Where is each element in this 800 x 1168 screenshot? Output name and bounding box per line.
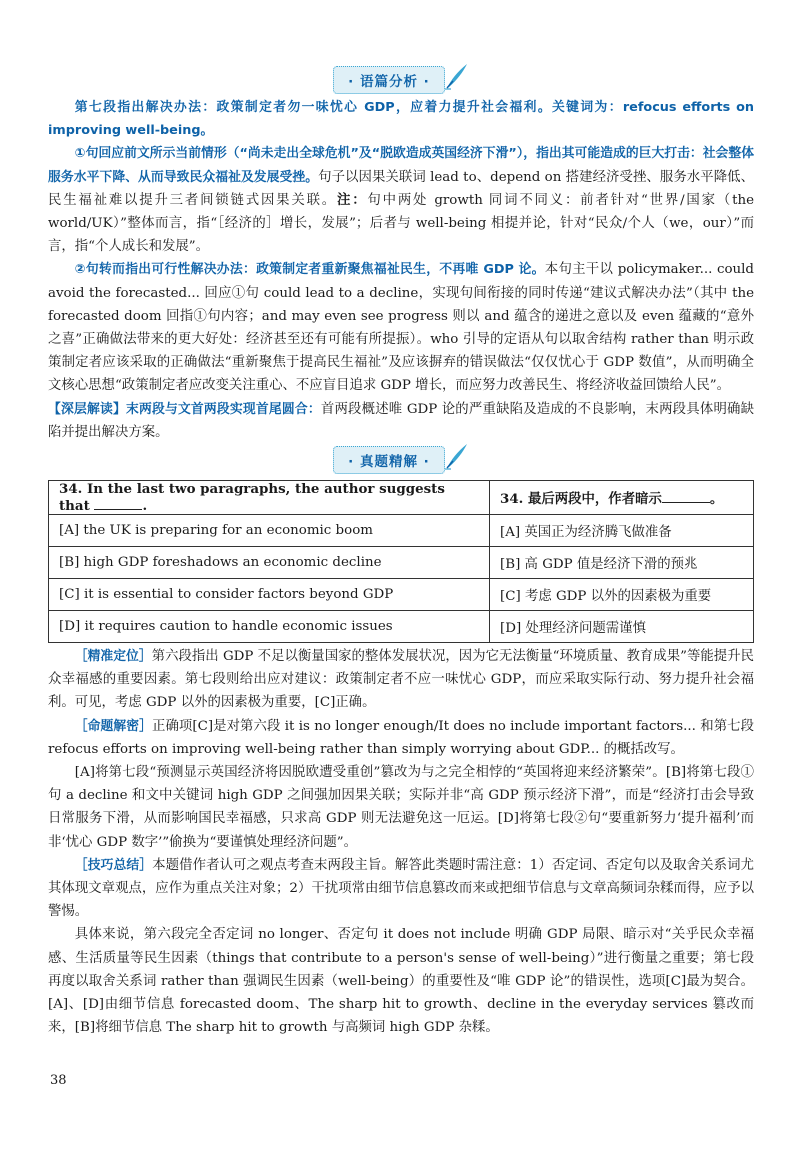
para7-summary: 第七段指出解决办法：政策制定者勿一味忧心 GDP，应着力提升社会福利。关键词为：refocus efforts on improving well-being。 — [48, 100, 754, 139]
banner-label-analysis: · 语篇分析 · — [333, 66, 445, 94]
quill-pen-icon — [443, 62, 469, 90]
option-row-b — [49, 547, 754, 579]
question-decode: ［命题解密］正确项[C]是对第六段 it is no longer enough/It does no include important factors... 和第七段 refocus efforts on improving well-being rather than simply worrying about GDP... 的概括改写。 — [48, 718, 755, 757]
question-stem-en: 34. In the last two paragraphs, the author suggests that . — [49, 481, 490, 515]
option-d-cn: [D] 处理经济问题需谨慎 — [490, 611, 754, 643]
option-row-d — [49, 611, 754, 643]
option-c-en: [C] it is essential to consider factors beyond GDP — [49, 579, 490, 611]
distractor-analysis: [A]将第七段“预测显示英国经济将因脱欧遭受重创”篡改为与之完全相悖的“英国将迎来经济繁荣”。[B]将第七段①句 a decline 和文中关键词 high GDP 之间强加因果关联；实际并非“高 GDP 预示经济下滑”，而是“经济打击会导致日常服务下滑，从而影响国民幸福感，只求高 GDP 则无法避免这一厄运。[D]将第七段②句“要重新努力‘提升福利’而非‘忧心 GDP 数字’”偷换为“要谨慎处理经济问题”。 — [48, 765, 754, 850]
deep-interpretation: 【深层解读】末两段与文首两段实现首尾圆合：首两段概述唯 GDP 论的严重缺陷及造成的不良影响，末两段具体明确缺陷并提出解决方案。 — [48, 401, 755, 440]
option-row-a — [49, 515, 754, 547]
option-b-en: [B] high GDP foreshadows an economic decline — [49, 547, 490, 579]
option-c-cn: [C] 考虑 GDP 以外的因素极为重要 — [490, 579, 754, 611]
option-b-cn: [B] 高 GDP 值是经济下滑的预兆 — [490, 547, 754, 579]
option-d-en: [D] it requires caution to handle economic issues — [49, 611, 490, 643]
option-row-c — [49, 579, 754, 611]
technique-summary: ［技巧总结］本题借作者认可之观点考查末两段主旨。解答此类题时需注意：1）否定词、否定句以及取舍关系词尤其体现文章观点，应作为重点关注对象；2）干扰项常由细节信息篡改而来或把细节信息与文章高频词杂糅而得，应予以警惕。 — [48, 857, 754, 920]
page-number: 38 — [50, 1073, 67, 1088]
banner-label-exam: · 真题精解 · — [333, 446, 445, 474]
sentence1-analysis: ①句回应前文所示当前情形（“尚未走出全球危机”及“脱欧造成英国经济下滑”），指出其可能造成的巨大打击：社会整体服务水平下降、从而导致民众福祉及发展受挫。句子以因果关联词 lead to、depend on 搭建经济受挫、服务水平降低、民生福祉难以提升三者间锁链式因果关联。注：句中两处 growth 同词不同义：前者针对“世界/国家（the world/UK）”整体而言，指“［经济的］增长，发展”；后者与 well-being 相提并论，针对“民众/个人（we，our）”而言，指“个人成长和发展”。 — [48, 146, 754, 255]
question-stem-cn: 34. 最后两段中，作者暗示 。 — [490, 481, 754, 515]
option-a-cn: [A] 英国正为经济腾飞做准备 — [490, 515, 754, 547]
precise-location: ［精准定位］第六段指出 GDP 不足以衡量国家的整体发展状况，因为它无法衡量“环境质量、教育成果”等能提升民众幸福感的重要因素。第七段则给出应对建议：政策制定者不应一味忧心 GDP，而应采取实际行动、努力提升社会福利。可见，考虑 GDP 以外的因素极为重要，[C]正确。 — [48, 649, 754, 711]
section-banner-analysis — [48, 64, 754, 96]
technique-detail: 具体来说，第六段完全否定词 no longer、否定句 it does not include 明确 GDP 局限、暗示对“关乎民众幸福感、生活质量等民生因素（things that contribute to a person's sense of well-being）”进行衡量之重要；第七段再度以取舍关系词 rather than 强调民生因素（well-being）的重要性及“唯 GDP 论”的错误性，选项[C]最为契合。[A]、[D]由细节信息 forecasted doom、The sharp hit to growth、decline in the everyday services 篡改而来，[B]将细节信息 The sharp hit to growth 与高频词 high GDP 杂糅。 — [48, 927, 754, 1036]
quill-pen-icon — [443, 442, 469, 470]
question-stem-row — [49, 481, 754, 515]
option-a-en: [A] the UK is preparing for an economic boom — [49, 515, 490, 547]
sentence2-analysis: ②句转而指出可行性解决办法：政策制定者重新聚焦福祉民生，不再唯 GDP 论。本句主干以 policymaker... could avoid the forecasted... 回应①句 could lead to a decline，实现句间衔接的同时传递“建议式解决办法”（其中 the forecasted doom 回指①句内容；and may even see progress 则以 and 蕴含的递进之意以及 even 蕴藏的“意外之喜”正确做法带来的更大好处：经济甚至还有可能有所提振）。who 引导的定语从句以取舍结构 rather than 明示政策制定者应该采取的正确做法“重新聚焦于提高民生福祉”及应该摒弃的错误做法“仅仅忧心于 GDP 数值”，从而明确全文核心思想“政策制定者应改变关注重心、不应盲目追求 GDP 增长，而应努力改善民生、将经济收益回馈给人民”。 — [48, 262, 754, 394]
page-content — [48, 64, 754, 1040]
section-banner-exam — [48, 444, 754, 476]
question-table — [48, 480, 754, 643]
